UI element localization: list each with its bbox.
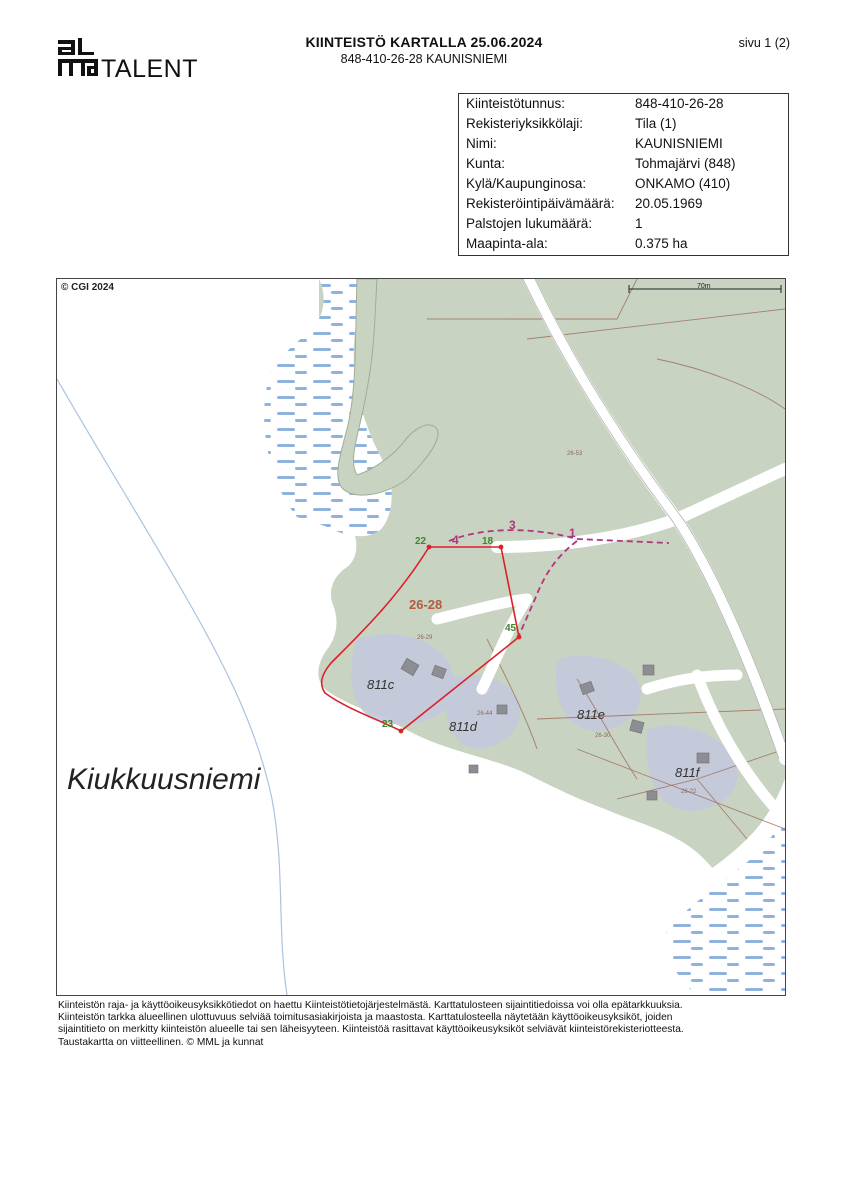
- point-label-45: 45: [505, 623, 517, 634]
- easement-label-4: 4: [452, 533, 459, 547]
- parcel-id-label: 26-30: [595, 733, 611, 739]
- disclaimer: [58, 1000, 788, 1049]
- info-row: [459, 214, 788, 234]
- disclaimer-line: Taustakartta on viitteellinen. © MML ja kunnat: [58, 1036, 264, 1048]
- easement-label-3: 3: [509, 518, 516, 532]
- info-value: Tohmajärvi (848): [635, 156, 736, 171]
- page-title: KIINTEISTÖ KARTALLA 25.06.2024: [305, 34, 543, 50]
- info-label: Maapinta-ala:: [466, 236, 548, 251]
- property-info-table: [458, 93, 789, 256]
- disclaimer-line: sijaintitieto on merkitty kiinteistön alueelle tai sen läheisyyteen. Kiinteistöä rasittavat käyttöoikeusyksiköt selviävät kiinteistörekisteriotteesta.: [58, 1024, 684, 1036]
- info-row: [459, 194, 788, 214]
- info-row: [459, 114, 788, 134]
- info-value: 1: [635, 216, 643, 231]
- parcel-label: 26-28: [409, 597, 443, 612]
- info-label: Kunta:: [466, 156, 506, 171]
- place-name: Kiukkuusniemi: [67, 763, 261, 796]
- property-map[interactable]: [56, 278, 786, 996]
- info-label: Nimi:: [466, 136, 497, 151]
- info-value: Tila (1): [635, 116, 677, 131]
- info-row: [459, 154, 788, 174]
- info-label: Palstojen lukumäärä:: [466, 216, 593, 231]
- info-row: [459, 234, 788, 254]
- point-label-22: 22: [415, 536, 427, 547]
- parcel-id-label: 26-53: [567, 451, 583, 457]
- building-label: 811d: [449, 719, 477, 734]
- info-label: Rekisteriyksikkölaji:: [466, 116, 584, 131]
- scale-label: 70m: [697, 283, 711, 290]
- info-row: [459, 94, 788, 114]
- logo-text: TALENT: [101, 55, 198, 83]
- info-value: 20.05.1969: [635, 196, 703, 211]
- building-label: 811e: [577, 707, 605, 722]
- info-row: [459, 174, 788, 194]
- disclaimer-line: Kiinteistön raja- ja käyttöoikeusyksikkötiedot on haettu Kiinteistötietojärjestelmästä. Karttatulosteen sijaintitiedoissa voi olla epätarkkuuksia.: [58, 1000, 683, 1011]
- disclaimer-line: Kiinteistön tarkka alueellinen ulottuvuus selviää toimitusasiakirjoista ja maastosta. Karttatulosteella näytetään käyttöoikeusyksiköt, joiden: [58, 1012, 673, 1024]
- map-canvas: [57, 279, 785, 995]
- building-label: 811f: [675, 765, 700, 780]
- point-label-18: 18: [482, 536, 494, 547]
- info-value: 848-410-26-28: [635, 96, 724, 111]
- parcel-id-label: 26-44: [477, 711, 493, 717]
- page-subtitle: 848-410-26-28 KAUNISNIEMI: [340, 52, 508, 66]
- info-label: Rekisteröintipäivämäärä:: [466, 196, 615, 211]
- point-label-23: 23: [382, 719, 394, 730]
- info-value: ONKAMO (410): [635, 176, 731, 191]
- easement-label-1: 1: [569, 526, 576, 540]
- parcel-id-label: 26-29: [417, 635, 433, 641]
- page-number: sivu 1 (2): [738, 36, 790, 50]
- copyright-text: © CGI 2024: [61, 282, 114, 293]
- info-value: KAUNISNIEMI: [635, 136, 723, 151]
- info-label: Kylä/Kaupunginosa:: [466, 176, 587, 191]
- info-label: Kiinteistötunnus:: [466, 96, 566, 111]
- info-value: 0.375 ha: [635, 236, 688, 251]
- parcel-id-label: 26-22: [681, 789, 697, 795]
- building-label: 811c: [367, 677, 395, 692]
- document-header: [0, 34, 848, 66]
- info-row: [459, 134, 788, 154]
